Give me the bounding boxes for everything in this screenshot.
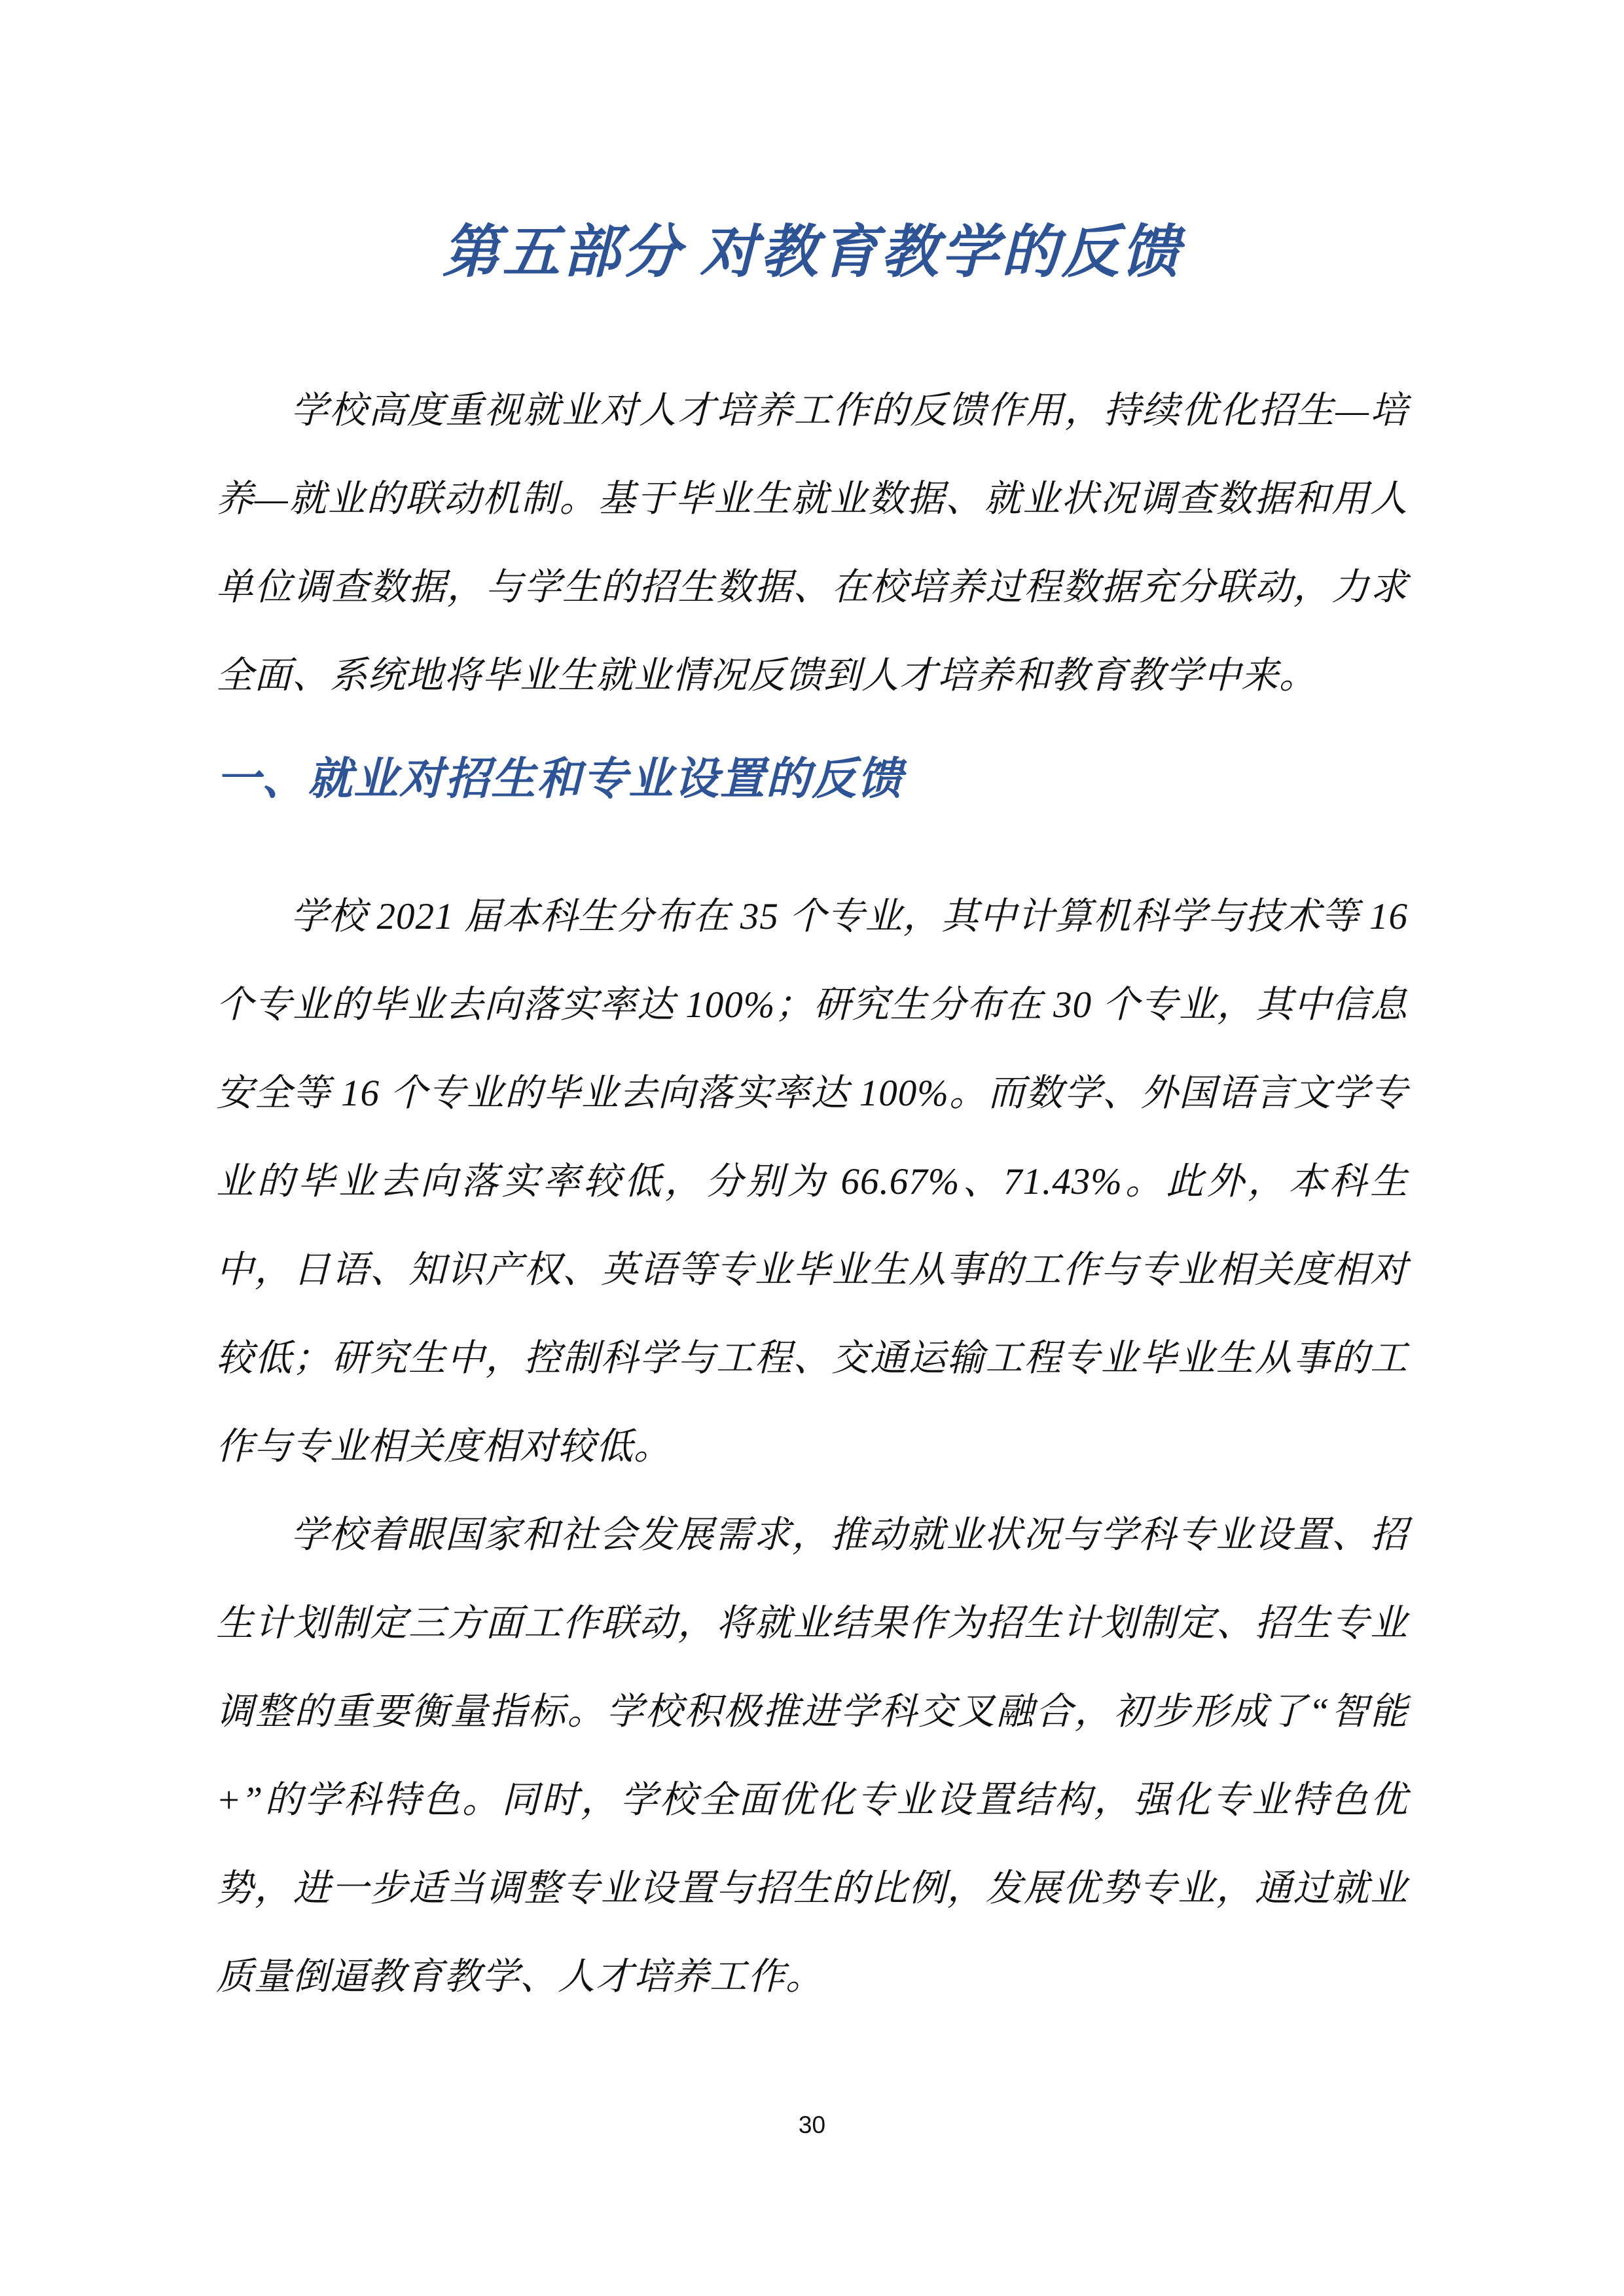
page-number: 30	[798, 2111, 826, 2138]
section-paragraph-2: 学校着眼国家和社会发展需求，推动就业状况与学科专业设置、招生计划制定三方面工作联动，将就业结果作为招生计划制定、招生专业调整的重要衡量指标。学校积极推进学科交叉融合，初步形成了“智能+”的学科特色。同时，学校全面优化专业设置结构，强化专业特色优势，进一步适当调整专业设置与招生的比例，发展优势专业，通过就业质量倒逼教育教学、人才培养工作。	[216, 1515, 1408, 1998]
section-paragraph-1: 学校 2021 届本科生分布在 35 个专业，其中计算机科学与技术等 16 个专业的毕业去向落实率达 100%；研究生分布在 30 个专业，其中信息安全等 16 个专业的毕业去向落实率达 100%。而数学、外国语言文学专业的毕业去向落实率较低，分别为 66.67%、71.43%。此外，本科生中，日语、知识产权、英语等专业毕业生从事的工作与专业相关度相对较低；研究生中，控制科学与工程、交通运输工程专业毕业生从事的工作与专业相关度相对较低。	[216, 896, 1408, 1467]
page-footer	[0, 2111, 1624, 2139]
section-heading: 一、就业对招生和专业设置的反馈	[216, 754, 904, 804]
intro-paragraph: 学校高度重视就业对人才培养工作的反馈作用，持续优化招生—培养—就业的联动机制。基于毕业生就业数据、就业状况调查数据和用人单位调查数据，与学生的招生数据、在校培养过程数据充分联动，力求全面、系统地将毕业生就业情况反馈到人才培养和教育教学中来。	[216, 390, 1408, 696]
page-title: 第五部分 对教育教学的反馈	[442, 221, 1182, 285]
